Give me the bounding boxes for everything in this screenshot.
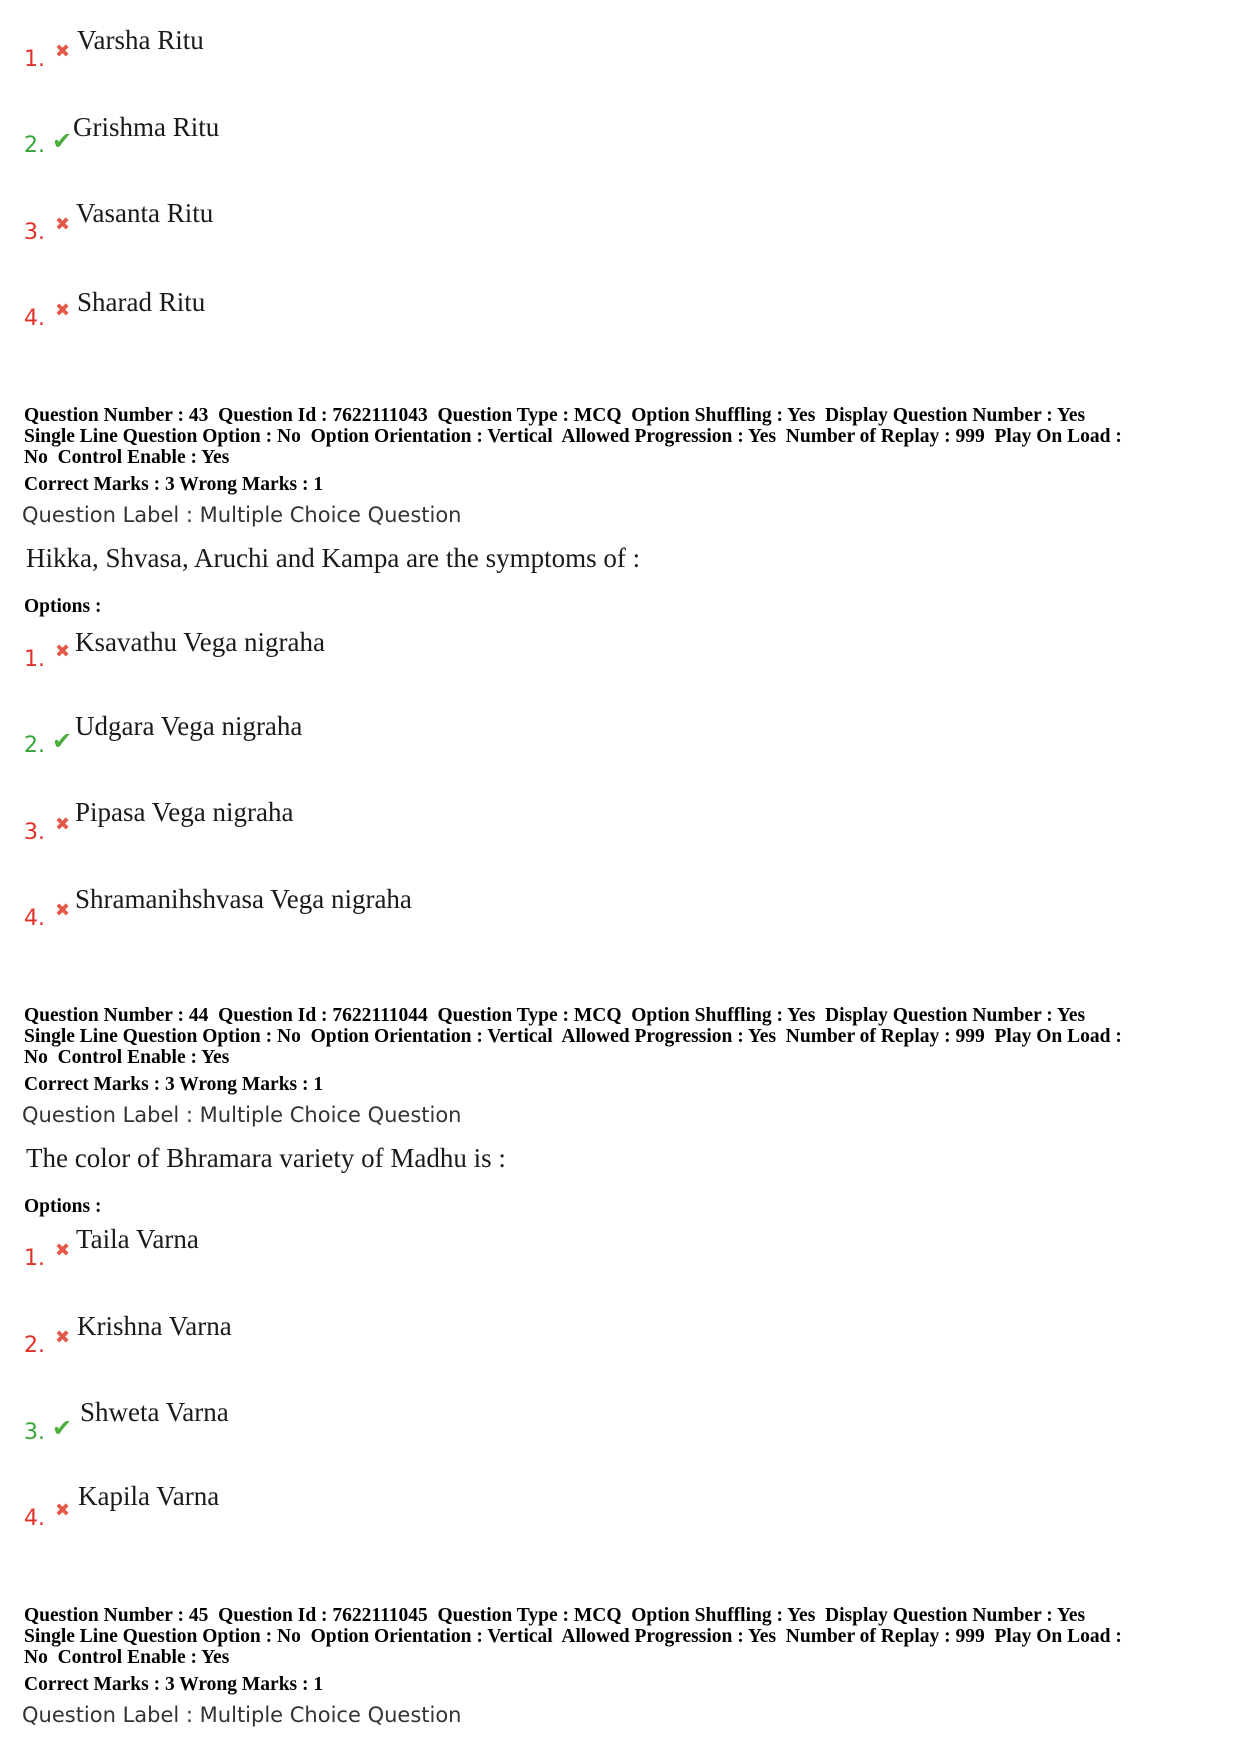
wrong-cross-icon: ✖ bbox=[55, 1500, 71, 1521]
wrong-cross-icon: ✖ bbox=[55, 1240, 71, 1261]
options-label: Options : bbox=[24, 596, 102, 617]
question-marks: Correct Marks : 3 Wrong Marks : 1 bbox=[24, 1074, 324, 1095]
wrong-cross-icon: ✖ bbox=[55, 641, 71, 662]
question-marks: Correct Marks : 3 Wrong Marks : 1 bbox=[24, 474, 324, 495]
option-text: Shramanihshvasa Vega nigraha bbox=[75, 884, 412, 914]
option-number: 2. bbox=[24, 1333, 45, 1358]
option-text: Taila Varna bbox=[76, 1224, 199, 1254]
wrong-cross-icon: ✖ bbox=[55, 214, 71, 235]
options-label: Options : bbox=[24, 1196, 102, 1217]
option-text: Pipasa Vega nigraha bbox=[75, 797, 294, 827]
wrong-cross-icon: ✖ bbox=[55, 300, 71, 321]
option-number: 4. bbox=[24, 1506, 45, 1531]
question-label: Question Label : Multiple Choice Question bbox=[22, 1703, 462, 1727]
question-meta: Question Number : 43 Question Id : 7622111043 Question Type : MCQ Option Shuffling : Yes Display Question Number : Yes Single Line Question Option : No Option Orientation : Vertical Allowed Progression : Yes Number of Replay : 999 Play On Load : No Control Enable : Yes bbox=[24, 405, 1122, 468]
wrong-cross-icon: ✖ bbox=[55, 814, 71, 835]
option-number: 4. bbox=[24, 906, 45, 931]
option-number: 2. bbox=[24, 733, 45, 758]
option-text: Vasanta Ritu bbox=[76, 198, 214, 228]
option-number: 3. bbox=[24, 820, 45, 845]
question-label: Question Label : Multiple Choice Question bbox=[22, 1103, 462, 1127]
question-marks: Correct Marks : 3 Wrong Marks : 1 bbox=[24, 1674, 324, 1695]
question-label: Question Label : Multiple Choice Question bbox=[22, 503, 462, 527]
option-number: 2. bbox=[24, 133, 45, 158]
option-text: Varsha Ritu bbox=[77, 25, 204, 55]
option-text: Ksavathu Vega nigraha bbox=[75, 627, 325, 657]
option-number: 1. bbox=[24, 47, 45, 72]
question-text: The color of Bhramara variety of Madhu is : bbox=[26, 1143, 506, 1173]
option-text: Kapila Varna bbox=[78, 1481, 220, 1511]
option-text: Udgara Vega nigraha bbox=[75, 711, 303, 741]
question-meta: Question Number : 44 Question Id : 7622111044 Question Type : MCQ Option Shuffling : Yes Display Question Number : Yes Single Line Question Option : No Option Orientation : Vertical Allowed Progression : Yes Number of Replay : 999 Play On Load : No Control Enable : Yes bbox=[24, 1005, 1122, 1068]
wrong-cross-icon: ✖ bbox=[55, 1327, 71, 1348]
correct-check-icon: ✔ bbox=[52, 727, 73, 755]
option-number: 1. bbox=[24, 647, 45, 672]
option-text: Grishma Ritu bbox=[73, 112, 220, 142]
option-text: Sharad Ritu bbox=[77, 287, 206, 317]
correct-check-icon: ✔ bbox=[52, 1414, 73, 1442]
option-text: Shweta Varna bbox=[80, 1397, 229, 1427]
option-text: Krishna Varna bbox=[77, 1311, 232, 1341]
question-meta: Question Number : 45 Question Id : 7622111045 Question Type : MCQ Option Shuffling : Yes Display Question Number : Yes Single Line Question Option : No Option Orientation : Vertical Allowed Progression : Yes Number of Replay : 999 Play On Load : No Control Enable : Yes bbox=[24, 1605, 1122, 1668]
correct-check-icon: ✔ bbox=[52, 127, 73, 155]
option-number: 3. bbox=[24, 1420, 45, 1445]
option-number: 1. bbox=[24, 1246, 45, 1271]
option-number: 4. bbox=[24, 306, 45, 331]
wrong-cross-icon: ✖ bbox=[55, 41, 71, 62]
option-number: 3. bbox=[24, 220, 45, 245]
question-text: Hikka, Shvasa, Aruchi and Kampa are the symptoms of : bbox=[26, 543, 641, 573]
wrong-cross-icon: ✖ bbox=[55, 900, 71, 921]
